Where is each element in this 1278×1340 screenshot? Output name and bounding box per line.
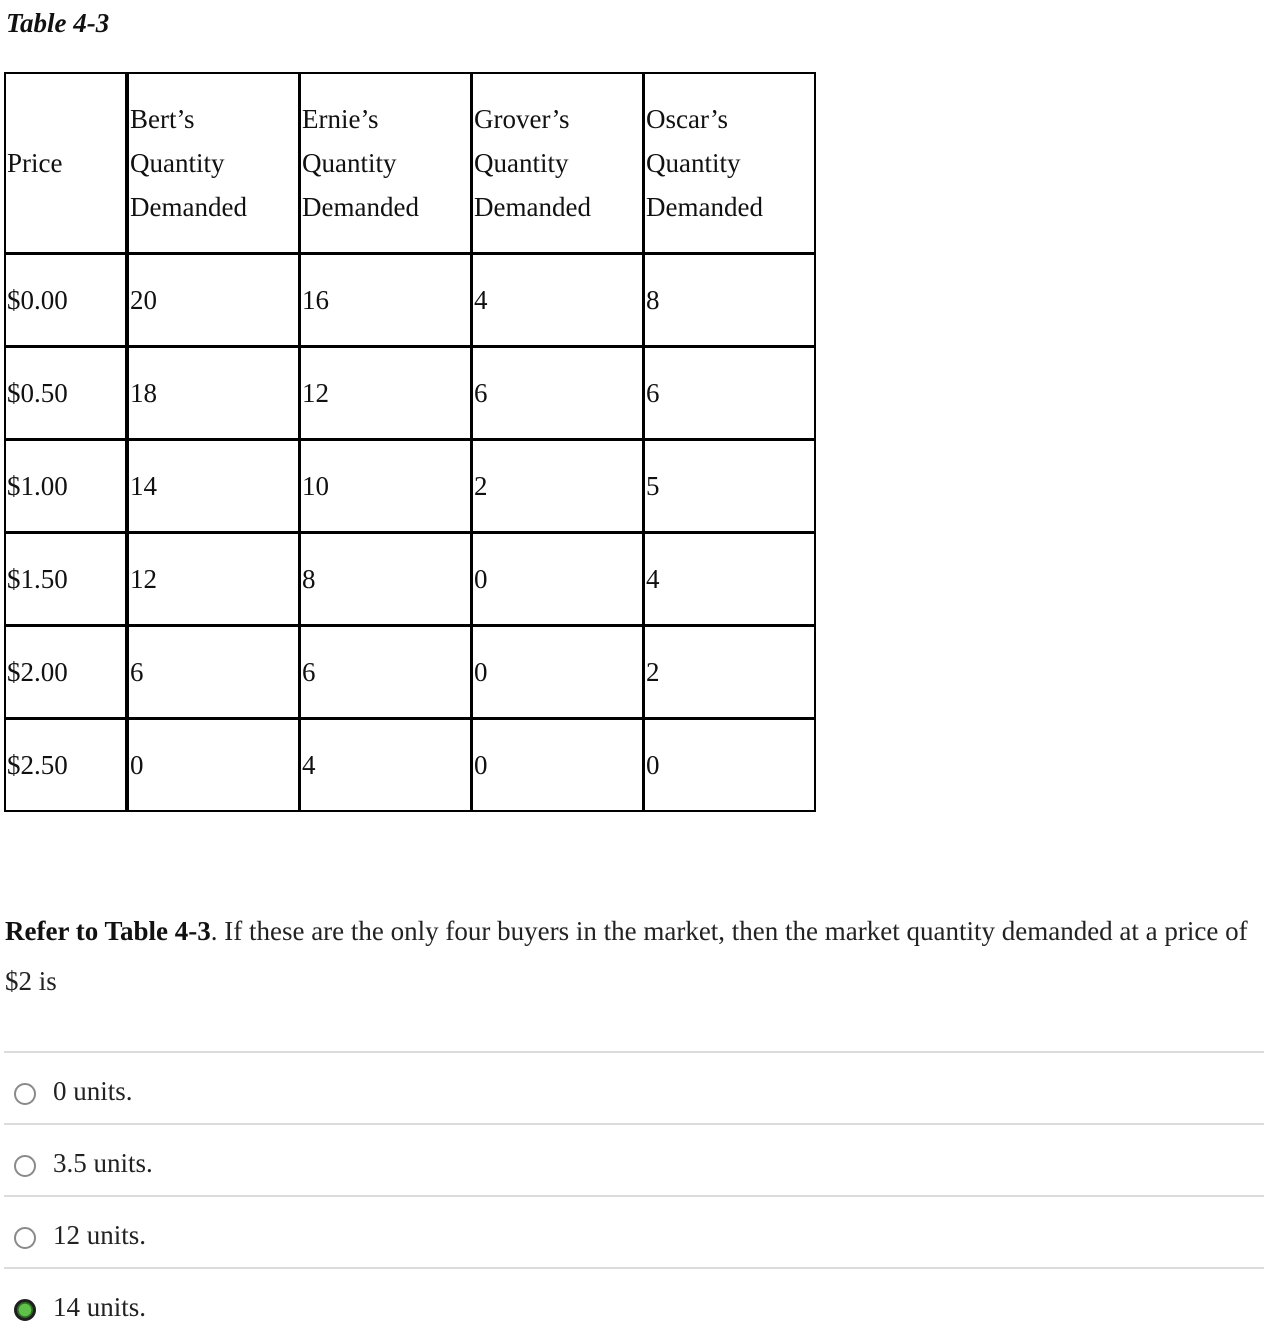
oscar-cell: 8: [644, 254, 816, 347]
header-oscar-line2: Quantity: [646, 148, 741, 178]
table-header-row: [5, 73, 815, 254]
oscar-cell: 2: [644, 626, 816, 719]
header-ernie: [300, 73, 472, 254]
table-row: [5, 254, 815, 347]
table-row: [5, 626, 815, 719]
answer-option-12-units[interactable]: [4, 1195, 1264, 1267]
header-price-label: Price: [7, 148, 63, 178]
ernie-cell: 8: [300, 533, 472, 626]
ernie-cell: 6: [300, 626, 472, 719]
oscar-cell: 4: [644, 533, 816, 626]
radio-button-selected[interactable]: [14, 1299, 36, 1321]
answer-option-3-5-units[interactable]: [4, 1123, 1264, 1195]
price-cell: $2.00: [5, 626, 127, 719]
answer-options: [4, 1051, 1264, 1339]
grover-cell: 2: [472, 440, 644, 533]
grover-cell: 6: [472, 347, 644, 440]
answer-option-0-units[interactable]: [4, 1051, 1264, 1123]
header-ernie-line2: Quantity: [302, 148, 397, 178]
radio-button-unselected[interactable]: [14, 1083, 36, 1105]
bert-cell: 18: [127, 347, 300, 440]
bert-cell: 0: [127, 719, 300, 812]
ernie-cell: 16: [300, 254, 472, 347]
question-table-reference: Refer to Table 4-3: [5, 916, 211, 946]
radio-button-unselected[interactable]: [14, 1227, 36, 1249]
header-grover-line2: Quantity: [474, 148, 569, 178]
price-cell: $0.50: [5, 347, 127, 440]
bert-cell: 14: [127, 440, 300, 533]
grover-cell: 4: [472, 254, 644, 347]
bert-cell: 20: [127, 254, 300, 347]
price-cell: $2.50: [5, 719, 127, 812]
header-grover-line1: Grover’s: [474, 104, 570, 134]
oscar-cell: 5: [644, 440, 816, 533]
bert-cell: 6: [127, 626, 300, 719]
header-bert: [127, 73, 300, 254]
price-cell: $0.00: [5, 254, 127, 347]
demand-table: [4, 72, 816, 812]
table-caption: Table 4-3: [6, 8, 110, 38]
ernie-cell: 12: [300, 347, 472, 440]
table-row: [5, 440, 815, 533]
header-grover-line3: Demanded: [474, 192, 591, 222]
table-row: [5, 719, 815, 812]
header-bert-line1: Bert’s: [130, 104, 195, 134]
header-bert-line3: Demanded: [130, 192, 247, 222]
answer-option-label: 14 units.: [53, 1291, 147, 1322]
header-oscar-line3: Demanded: [646, 192, 763, 222]
table-row: [5, 533, 815, 626]
oscar-cell: 6: [644, 347, 816, 440]
header-grover: [472, 73, 644, 254]
grover-cell: 0: [472, 719, 644, 812]
bert-cell: 12: [127, 533, 300, 626]
ernie-cell: 4: [300, 719, 472, 812]
oscar-cell: 0: [644, 719, 816, 812]
answer-option-label: 3.5 units.: [53, 1147, 153, 1178]
radio-button-unselected[interactable]: [14, 1155, 36, 1177]
answer-option-label: 0 units.: [53, 1075, 133, 1106]
grover-cell: 0: [472, 626, 644, 719]
ernie-cell: 10: [300, 440, 472, 533]
header-oscar-line1: Oscar’s: [646, 104, 728, 134]
question-body: . If these are the only four buyers in the market, then the market quantity demanded at a price of $2 is: [5, 916, 1248, 996]
price-cell: $1.00: [5, 440, 127, 533]
grover-cell: 0: [472, 533, 644, 626]
header-bert-line2: Quantity: [130, 148, 225, 178]
header-oscar: [644, 73, 816, 254]
header-price: [5, 73, 127, 254]
header-ernie-line3: Demanded: [302, 192, 419, 222]
answer-option-label: 12 units.: [53, 1219, 147, 1250]
price-cell: $1.50: [5, 533, 127, 626]
answer-option-14-units[interactable]: [4, 1267, 1264, 1339]
question-text: [5, 906, 1270, 1006]
table-row: [5, 347, 815, 440]
header-ernie-line1: Ernie’s: [302, 104, 379, 134]
